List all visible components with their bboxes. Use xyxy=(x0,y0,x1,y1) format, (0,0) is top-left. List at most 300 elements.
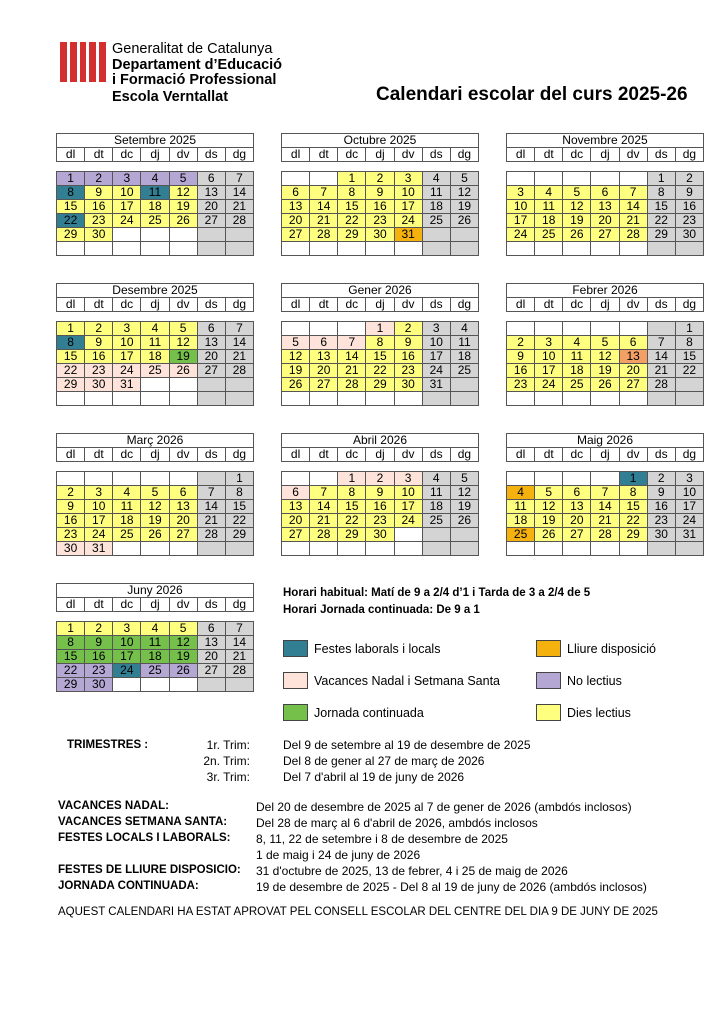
day-cell: 24 xyxy=(394,514,422,528)
day-cell: 12 xyxy=(450,486,478,500)
week-row xyxy=(282,472,479,486)
weekday-header: dl xyxy=(282,148,310,162)
day-cell xyxy=(450,528,478,542)
day-cell: 1 xyxy=(57,622,85,636)
day-cell: 15 xyxy=(57,350,85,364)
day-cell: 2 xyxy=(85,622,113,636)
day-cell: 1 xyxy=(338,172,366,186)
day-cell: 27 xyxy=(282,228,310,242)
day-cell xyxy=(422,242,450,256)
day-cell xyxy=(563,472,591,486)
day-cell: 15 xyxy=(57,650,85,664)
day-cell xyxy=(57,392,85,406)
day-cell: 14 xyxy=(647,350,675,364)
legend-swatch xyxy=(536,672,561,689)
weekday-header: dl xyxy=(57,148,85,162)
day-cell: 19 xyxy=(563,214,591,228)
day-cell: 6 xyxy=(563,486,591,500)
week-row xyxy=(57,636,254,650)
day-cell xyxy=(282,242,310,256)
day-cell: 27 xyxy=(310,378,338,392)
week-row xyxy=(282,378,479,392)
day-cell: 9 xyxy=(507,350,535,364)
day-cell: 9 xyxy=(366,186,394,200)
day-cell: 24 xyxy=(394,214,422,228)
day-cell: 6 xyxy=(619,336,647,350)
day-cell: 13 xyxy=(282,500,310,514)
day-cell xyxy=(282,172,310,186)
day-cell: 8 xyxy=(647,186,675,200)
day-cell: 28 xyxy=(310,528,338,542)
day-cell: 16 xyxy=(366,500,394,514)
weekday-header: dc xyxy=(338,298,366,312)
day-cell: 19 xyxy=(450,200,478,214)
day-cell: 10 xyxy=(394,186,422,200)
trim-1-dates: Del 9 de setembre al 19 de desembre de 2025 xyxy=(283,738,531,752)
weekday-header: dj xyxy=(141,448,169,462)
day-cell: 21 xyxy=(338,364,366,378)
day-cell: 31 xyxy=(675,528,703,542)
week-row xyxy=(57,322,254,336)
day-cell: 13 xyxy=(310,350,338,364)
weekday-header: dc xyxy=(113,598,141,612)
day-cell: 1 xyxy=(57,322,85,336)
day-cell: 30 xyxy=(85,678,113,692)
day-cell xyxy=(310,242,338,256)
week-row xyxy=(57,392,254,406)
day-cell: 29 xyxy=(366,378,394,392)
day-cell: 18 xyxy=(422,200,450,214)
nadal-label: VACANCES NADAL: xyxy=(58,800,169,812)
week-row xyxy=(57,472,254,486)
day-cell xyxy=(225,542,253,556)
day-cell xyxy=(563,242,591,256)
day-cell: 7 xyxy=(225,622,253,636)
day-cell: 17 xyxy=(113,200,141,214)
day-cell: 20 xyxy=(169,514,197,528)
legend-vacances xyxy=(283,672,500,689)
day-cell: 8 xyxy=(225,486,253,500)
day-cell: 12 xyxy=(169,186,197,200)
day-cell: 28 xyxy=(225,364,253,378)
day-cell: 12 xyxy=(535,500,563,514)
day-cell: 23 xyxy=(394,364,422,378)
week-row xyxy=(507,542,704,556)
day-cell: 15 xyxy=(225,500,253,514)
week-row xyxy=(57,336,254,350)
month-title: Gener 2026 xyxy=(282,284,479,298)
legend-label: Jornada continuada xyxy=(314,705,424,720)
day-cell: 30 xyxy=(366,228,394,242)
trim-2-name: 2n. Trim: xyxy=(203,754,250,768)
day-cell: 21 xyxy=(647,364,675,378)
weekday-header: ds xyxy=(647,298,675,312)
month-calendar xyxy=(56,133,254,256)
org-line-2: Departament d’Educació xyxy=(112,56,283,73)
day-cell: 12 xyxy=(282,350,310,364)
day-cell xyxy=(113,472,141,486)
day-cell: 25 xyxy=(141,364,169,378)
day-cell: 14 xyxy=(310,500,338,514)
day-cell: 12 xyxy=(141,500,169,514)
day-cell xyxy=(647,322,675,336)
week-row xyxy=(57,214,254,228)
day-cell: 15 xyxy=(647,200,675,214)
weekday-header: dv xyxy=(169,598,197,612)
day-cell xyxy=(591,542,619,556)
day-cell xyxy=(141,678,169,692)
day-cell: 9 xyxy=(85,336,113,350)
day-cell: 18 xyxy=(507,514,535,528)
weekday-header: dg xyxy=(225,598,253,612)
day-cell: 23 xyxy=(85,664,113,678)
day-cell: 11 xyxy=(507,500,535,514)
day-cell xyxy=(141,542,169,556)
day-cell: 9 xyxy=(366,486,394,500)
day-cell: 29 xyxy=(647,228,675,242)
week-row xyxy=(507,514,704,528)
day-cell: 5 xyxy=(563,186,591,200)
day-cell xyxy=(675,392,703,406)
week-row xyxy=(282,500,479,514)
day-cell: 24 xyxy=(113,364,141,378)
week-row xyxy=(57,500,254,514)
day-cell: 15 xyxy=(619,500,647,514)
day-cell: 14 xyxy=(310,200,338,214)
day-cell xyxy=(619,172,647,186)
day-cell: 9 xyxy=(57,500,85,514)
weekday-header: dj xyxy=(141,598,169,612)
day-cell: 15 xyxy=(675,350,703,364)
week-row xyxy=(507,472,704,486)
day-cell: 26 xyxy=(450,214,478,228)
day-cell: 23 xyxy=(85,364,113,378)
day-cell: 25 xyxy=(113,528,141,542)
week-row xyxy=(57,678,254,692)
day-cell: 18 xyxy=(535,214,563,228)
month-calendar xyxy=(281,433,479,556)
day-cell: 29 xyxy=(619,528,647,542)
day-cell: 25 xyxy=(507,528,535,542)
legend-label: Vacances Nadal i Setmana Santa xyxy=(314,673,500,688)
senyera-icon xyxy=(60,42,106,82)
day-cell: 11 xyxy=(141,186,169,200)
week-row xyxy=(507,242,704,256)
day-cell: 28 xyxy=(647,378,675,392)
weekday-header: dt xyxy=(85,298,113,312)
day-cell: 10 xyxy=(113,336,141,350)
day-cell: 29 xyxy=(57,378,85,392)
day-cell: 9 xyxy=(647,486,675,500)
week-row xyxy=(282,336,479,350)
day-cell: 16 xyxy=(85,350,113,364)
month-title: Setembre 2025 xyxy=(57,134,254,148)
day-cell: 24 xyxy=(422,364,450,378)
day-cell: 10 xyxy=(535,350,563,364)
weekday-header: dl xyxy=(507,148,535,162)
day-cell: 24 xyxy=(675,514,703,528)
day-cell: 29 xyxy=(225,528,253,542)
day-cell: 31 xyxy=(85,542,113,556)
day-cell: 17 xyxy=(535,364,563,378)
day-cell: 27 xyxy=(563,528,591,542)
weekday-header: dt xyxy=(85,448,113,462)
day-cell: 10 xyxy=(394,486,422,500)
day-cell: 19 xyxy=(450,500,478,514)
generalitat-logo xyxy=(60,42,106,92)
day-cell: 23 xyxy=(366,214,394,228)
weekday-header: ds xyxy=(422,148,450,162)
day-cell: 8 xyxy=(57,336,85,350)
day-cell: 20 xyxy=(197,350,225,364)
day-cell xyxy=(225,378,253,392)
day-cell: 7 xyxy=(338,336,366,350)
day-cell: 30 xyxy=(675,228,703,242)
month-calendar xyxy=(281,133,479,256)
day-cell: 20 xyxy=(197,200,225,214)
approval-note: AQUEST CALENDARI HA ESTAT APROVAT PEL CONSELL ESCOLAR DEL CENTRE DEL DIA 9 DE JUNY DE 2025 xyxy=(58,906,658,918)
day-cell: 5 xyxy=(450,472,478,486)
month-title: Novembre 2025 xyxy=(507,134,704,148)
day-cell: 22 xyxy=(57,214,85,228)
day-cell: 5 xyxy=(141,486,169,500)
day-cell xyxy=(113,542,141,556)
day-cell: 5 xyxy=(282,336,310,350)
day-cell: 18 xyxy=(422,500,450,514)
day-cell xyxy=(535,172,563,186)
day-cell: 13 xyxy=(591,200,619,214)
day-cell: 7 xyxy=(591,486,619,500)
day-cell xyxy=(647,542,675,556)
week-row xyxy=(57,350,254,364)
day-cell: 20 xyxy=(282,214,310,228)
day-cell: 15 xyxy=(57,200,85,214)
day-cell: 7 xyxy=(197,486,225,500)
legend-label: Dies lectius xyxy=(567,705,631,720)
day-cell: 20 xyxy=(563,514,591,528)
week-row xyxy=(282,322,479,336)
weekday-header: dt xyxy=(85,598,113,612)
month-title: Març 2026 xyxy=(57,434,254,448)
legend-jornada xyxy=(283,704,424,721)
day-cell: 10 xyxy=(422,336,450,350)
day-cell: 5 xyxy=(535,486,563,500)
day-cell: 3 xyxy=(675,472,703,486)
day-cell: 17 xyxy=(113,350,141,364)
day-cell: 22 xyxy=(338,214,366,228)
day-cell xyxy=(366,242,394,256)
week-row xyxy=(282,214,479,228)
day-cell: 10 xyxy=(507,200,535,214)
day-cell xyxy=(282,322,310,336)
day-cell: 3 xyxy=(422,322,450,336)
week-row xyxy=(57,172,254,186)
weekday-header: dc xyxy=(563,298,591,312)
weekday-header: dc xyxy=(113,148,141,162)
day-cell xyxy=(366,392,394,406)
day-cell: 10 xyxy=(675,486,703,500)
weekday-header: dj xyxy=(366,448,394,462)
weekday-header: dv xyxy=(169,448,197,462)
day-cell xyxy=(507,322,535,336)
day-cell xyxy=(535,472,563,486)
day-cell: 2 xyxy=(85,322,113,336)
hours-regular: Horari habitual: Matí de 9 a 2/4 d’1 i Tarda de 3 a 2/4 de 5 xyxy=(283,587,591,599)
weekday-header: dc xyxy=(563,448,591,462)
day-cell: 30 xyxy=(394,378,422,392)
day-cell: 4 xyxy=(113,486,141,500)
day-cell xyxy=(85,392,113,406)
day-cell: 7 xyxy=(225,172,253,186)
day-cell xyxy=(197,542,225,556)
day-cell xyxy=(338,242,366,256)
trim-1-name: 1r. Trim: xyxy=(206,738,250,752)
day-cell: 1 xyxy=(366,322,394,336)
day-cell xyxy=(310,392,338,406)
week-row xyxy=(507,378,704,392)
day-cell: 14 xyxy=(225,186,253,200)
day-cell xyxy=(563,172,591,186)
weekday-header: ds xyxy=(647,148,675,162)
weekday-header: dj xyxy=(591,148,619,162)
day-cell: 3 xyxy=(85,486,113,500)
day-cell: 28 xyxy=(619,228,647,242)
day-cell: 19 xyxy=(141,514,169,528)
day-cell: 30 xyxy=(85,228,113,242)
day-cell xyxy=(535,322,563,336)
week-row xyxy=(57,542,254,556)
day-cell xyxy=(57,472,85,486)
weekday-header: dl xyxy=(57,298,85,312)
month-title: Octubre 2025 xyxy=(282,134,479,148)
day-cell: 23 xyxy=(85,214,113,228)
weekday-header: ds xyxy=(422,298,450,312)
weekday-header: dg xyxy=(675,298,703,312)
weekday-header: dv xyxy=(619,448,647,462)
weekday-header: ds xyxy=(197,598,225,612)
day-cell: 29 xyxy=(338,528,366,542)
day-cell: 4 xyxy=(450,322,478,336)
hours-continuous: Horari Jornada continuada: De 9 a 1 xyxy=(283,604,480,616)
legend-lectius xyxy=(536,704,631,721)
day-cell xyxy=(225,228,253,242)
weekday-header: ds xyxy=(422,448,450,462)
day-cell xyxy=(310,172,338,186)
day-cell xyxy=(338,392,366,406)
day-cell: 26 xyxy=(563,228,591,242)
weekday-header: dv xyxy=(394,448,422,462)
day-cell xyxy=(141,392,169,406)
day-cell: 26 xyxy=(282,378,310,392)
jornada-value: 19 de desembre de 2025 - Del 8 al 19 de juny de 2026 (ambdós inclosos) xyxy=(256,880,647,894)
day-cell xyxy=(535,542,563,556)
day-cell: 17 xyxy=(422,350,450,364)
weekday-header: dg xyxy=(225,448,253,462)
organization-name xyxy=(112,42,282,89)
day-cell: 14 xyxy=(338,350,366,364)
day-cell: 30 xyxy=(57,542,85,556)
week-row xyxy=(507,214,704,228)
day-cell: 7 xyxy=(310,186,338,200)
legend-lliure xyxy=(536,640,656,657)
week-row xyxy=(507,186,704,200)
day-cell: 27 xyxy=(169,528,197,542)
day-cell: 11 xyxy=(141,336,169,350)
weekday-header: dj xyxy=(591,448,619,462)
day-cell xyxy=(563,322,591,336)
day-cell: 14 xyxy=(591,500,619,514)
day-cell: 19 xyxy=(169,200,197,214)
weekday-header: dt xyxy=(310,298,338,312)
day-cell: 5 xyxy=(169,172,197,186)
day-cell: 29 xyxy=(338,228,366,242)
day-cell: 26 xyxy=(450,514,478,528)
day-cell: 21 xyxy=(225,650,253,664)
day-cell: 26 xyxy=(535,528,563,542)
day-cell: 31 xyxy=(394,228,422,242)
week-row xyxy=(57,186,254,200)
week-row xyxy=(282,172,479,186)
day-cell: 11 xyxy=(563,350,591,364)
week-row xyxy=(507,500,704,514)
weekday-header: dg xyxy=(675,448,703,462)
day-cell: 2 xyxy=(675,172,703,186)
day-cell xyxy=(141,228,169,242)
day-cell xyxy=(535,242,563,256)
day-cell xyxy=(563,542,591,556)
day-cell xyxy=(169,392,197,406)
day-cell: 1 xyxy=(225,472,253,486)
day-cell xyxy=(591,172,619,186)
month-calendar xyxy=(56,583,254,692)
weekday-header: dl xyxy=(507,298,535,312)
day-cell: 28 xyxy=(197,528,225,542)
day-cell: 26 xyxy=(169,664,197,678)
day-cell: 2 xyxy=(366,172,394,186)
day-cell: 16 xyxy=(85,200,113,214)
weekday-header: dc xyxy=(113,298,141,312)
weekday-header: dg xyxy=(450,148,478,162)
month-calendar xyxy=(281,283,479,406)
day-cell: 3 xyxy=(394,472,422,486)
day-cell: 8 xyxy=(57,186,85,200)
day-cell: 8 xyxy=(366,336,394,350)
week-row xyxy=(282,228,479,242)
day-cell xyxy=(507,242,535,256)
day-cell: 25 xyxy=(422,514,450,528)
week-row xyxy=(57,622,254,636)
weekday-header: dv xyxy=(619,148,647,162)
weekday-header: dj xyxy=(141,148,169,162)
day-cell: 1 xyxy=(675,322,703,336)
day-cell xyxy=(338,322,366,336)
day-cell: 13 xyxy=(197,636,225,650)
day-cell xyxy=(338,542,366,556)
day-cell xyxy=(169,678,197,692)
day-cell: 16 xyxy=(647,500,675,514)
day-cell: 16 xyxy=(675,200,703,214)
day-cell xyxy=(450,542,478,556)
day-cell xyxy=(85,242,113,256)
org-line-1: Generalitat de Catalunya xyxy=(112,41,273,57)
day-cell: 22 xyxy=(225,514,253,528)
festes-label: FESTES LOCALS I LABORALS: xyxy=(58,832,231,844)
weekday-header: dg xyxy=(450,448,478,462)
week-row xyxy=(507,350,704,364)
month-calendar xyxy=(506,433,704,556)
week-row xyxy=(507,486,704,500)
day-cell xyxy=(591,392,619,406)
